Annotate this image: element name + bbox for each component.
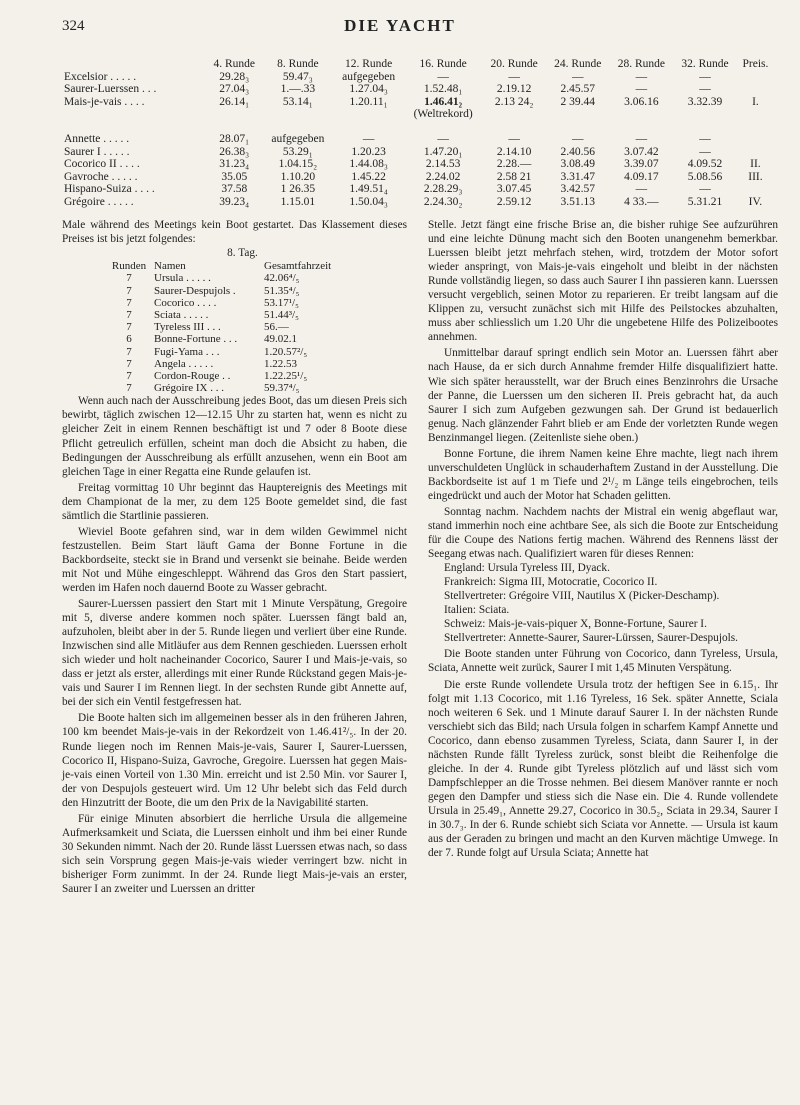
header-blank <box>62 58 206 71</box>
result-row <box>62 183 774 196</box>
result-row <box>62 171 774 184</box>
day-standings-table <box>104 260 364 394</box>
lap-time-cell: — <box>635 183 648 196</box>
lap-time-cell: 1.47.20₁ <box>423 145 463 158</box>
lap-time-cell: 1.50.04₃ <box>349 195 388 208</box>
lap-time-cell: 59.47₃ <box>282 70 313 83</box>
lap-time-cell: — <box>437 70 449 83</box>
day-rows <box>104 272 364 394</box>
lap-time-cell: 29.28₃ <box>219 70 250 83</box>
paragraph: Wieviel Boote gefahren sind, war in dem wilden Gewimmel nicht festzustellen. Beim Start läuft Gama der Bonne Fortune in die Backbordseite, steckt sie in Brand und versenkt sie beinahe. Beide werden mit Not und Mühe eingeschleppt. Während das Gros den Start passiert, werden im Hafen noch dauernd Boote zu Wasser gebracht. <box>62 525 407 594</box>
lap-time-cell: — <box>635 70 648 83</box>
group-gap <box>62 121 774 133</box>
lap-time-cell: 2.24.02 <box>425 170 461 183</box>
day-laps: 7 <box>126 369 132 382</box>
day-row <box>104 382 364 394</box>
day-total-time: 1.22.25¹/₅ <box>264 369 308 382</box>
day-laps: 7 <box>126 284 132 297</box>
col-header: 20. Runde <box>490 58 538 70</box>
day-row <box>104 297 364 309</box>
paragraph: Unmittelbar darauf springt endlich sein Motor an. Luerssen fährt aber nach Hause, da er sich durch Annahme fremder Hilfe disqualifiziert hatte. Wie sich später herausstellt, war der Bruch eines Benzinrohrs die Ursache der Panne, die Luerssen um den sicheren II. Preis gebracht hat, da auch Saurer I sich zum Aufgeben gezwungen sah. Der Grund ist bedauerlich genug. Nach glänzender Fahrt blieb er am Ende der vorletzten Runde wegen Benzinmangel liegen. (Zeitenliste siehe oben.) <box>428 347 778 444</box>
lap-time-cell: 4.09.17 <box>624 170 659 183</box>
qualified-entry: Frankreich: Sigma III, Motocratie, Cocorico II. <box>444 576 658 589</box>
day-boat-name: Saurer-Despujols . <box>154 284 236 297</box>
day-boat-name: Cocorico . . . . <box>154 296 217 309</box>
day-laps: 7 <box>126 308 132 321</box>
lap-time-cell: 2.59.12 <box>496 195 532 208</box>
lap-time-cell: 2.40.56 <box>560 145 595 158</box>
boat-name: Saurer I . . . . . <box>64 145 130 158</box>
paragraph: Wenn auch nach der Ausschreibung jedes Boot, das um diesen Preis sich bewirbt, täglich zwischen 12—12.15 Uhr zu starten hat, wenn es nicht zu gleicher Zeit in einem Rennen beschäftigt ist und 7 oder 8 Boote diese Pflicht getreulich erfüllen, scheint man doch die Absicht zu haben, die Bedingungen der Ausschreibung als erfüllt anzusehen, wenn ein Boot am gleichen Tage in einer Regatta eine Runde gelaufen ist. <box>62 395 407 478</box>
lap-time-cell: 3.39.07 <box>624 158 659 171</box>
lap-time-cell: 3.07.45 <box>496 183 532 196</box>
lap-time-cell: 3.32.39 <box>687 95 723 108</box>
day-row <box>104 309 364 321</box>
day-row <box>104 321 364 333</box>
qualified-entry: Stellvertreter: Annette-Saurer, Saurer-Lürssen, Saurer-Despujols. <box>444 632 738 645</box>
lap-time-cell: — <box>699 145 711 158</box>
journal-title: DIE YACHT <box>344 16 456 35</box>
lap-time-cell: — <box>571 132 584 145</box>
lap-time-cell: II. <box>750 158 761 171</box>
lap-time-cell: — <box>508 70 520 83</box>
day-laps: 7 <box>126 345 132 358</box>
lap-time-cell: — <box>571 70 584 83</box>
lap-time-cell: — <box>699 132 711 145</box>
lap-time-cell: 2.28.29₃ <box>423 183 463 196</box>
lap-time-cell: 3.51.13 <box>560 195 595 208</box>
lap-time-cell: — <box>508 132 520 145</box>
lap-time-cell: I. <box>752 95 759 108</box>
lap-time-cell: 1.45.22 <box>351 170 386 183</box>
lap-time-cell: — <box>362 132 375 145</box>
day-laps: 7 <box>126 296 132 309</box>
lap-time-cell: 3.31.47 <box>560 170 595 183</box>
lap-time-cell: 2.19.12 <box>496 83 532 96</box>
day-total-time: 1.20.57²/₅ <box>264 345 308 358</box>
day-boat-name: Tyreless III . . . <box>154 321 221 334</box>
lap-time-cell: 53.29₁ <box>282 145 313 158</box>
page-header <box>0 18 800 40</box>
record-note-row-group <box>62 108 774 133</box>
paragraph: Freitag vormittag 10 Uhr beginnt das Hauptereignis des Meetings mit dem Championat de la mer, zu dem 125 Boote gemeldet sind, die fast sämtlich die Startlinie passieren. <box>62 481 407 522</box>
paragraph: Saurer-Luerssen passiert den Start mit 1 Minute Verspätung, Gregoire mit 5, diverse andere kommen noch später. Luerssen fängt bald an, aufzuholen, bleibt aber in der 5. Runde liegen und verliert über eine Runde. Inzwischen sind alle Mitläufer aus dem Rennen geschieden. Luerssen erholt sich wieder und holt nacheinander Cocorico, Saurer I und Mais-je-vais, so dass er jetzt als erster, allerdings mit einer Runde Rückstand gegen Mais-je-vais und Saurer I im Rennen liegt. In der sechsten Runde gibt Annette auf, bei der sich ein Ventil festgefressen hat. <box>62 598 407 709</box>
lap-time-cell: 2.14.10 <box>496 145 532 158</box>
lap-time-cell: 27.04₃ <box>219 83 250 96</box>
col-header: 28. Runde <box>617 58 666 70</box>
day-laps: 6 <box>126 333 132 346</box>
lap-time-cell: 3.08.49 <box>560 158 595 171</box>
day-total-time: 42.06⁴/₅ <box>264 272 300 285</box>
lap-time-cell: aufgegeben <box>342 70 396 83</box>
record-note-spacer <box>62 108 404 121</box>
lap-time-cell <box>737 133 774 146</box>
day-row <box>104 346 364 358</box>
paragraph: Sonntag nachm. Nachdem nachts der Mistral ein wenig abgeflaut war, stand immerhin noch eine achtbare See, als sich die Boote zur Entscheidung für die Coupe des Nations fertig machen. Während des Rennens lässt der Seegang etwas nach. Qualifiziert waren für dieses Rennen: <box>428 505 778 561</box>
day-total-time: 59.37⁴/₅ <box>264 382 300 395</box>
col-header: 12. Runde <box>344 58 393 70</box>
boat-name: Mais-je-vais . . . . <box>64 95 145 108</box>
page-number: 324 <box>62 18 85 34</box>
day-boat-name: Grégoire IX . . . <box>154 382 224 395</box>
lap-time-cell: 28.07₁ <box>219 132 250 145</box>
day-col-header: Gesamtfahrzeit <box>264 260 332 273</box>
boat-name: Hispano-Suiza . . . . <box>64 183 155 196</box>
result-row <box>62 146 774 159</box>
boat-name: Excelsior . . . . . <box>64 70 137 83</box>
day-boat-name: Sciata . . . . . <box>154 308 209 321</box>
qualified-entry: Italien: Sciata. <box>444 604 510 617</box>
col-header: 24. Runde <box>554 58 602 70</box>
lap-time-cell: 2 39.44 <box>560 95 595 108</box>
paragraph: Die Boote halten sich im allgemeinen besser als in den früheren Jahren, 100 km beendet Mais-je-vais in der Rekordzeit von 1.46.41²/₅. In der 20. Runde liegen noch im Rennen Mais-je-vais, Saurer I, Saurer-Luerssen, Cocorico II, Hispano-Suiza, Gavroche, Gregoire. Luerssen hat gegen Mais-je-vais einen Vorteil von 1.30 Min. erreicht und ist 2.50 Min. vor Saurer I, der von Despujols gesteuert wird. Um 12 Uhr belebt sich das Feld durch den Hinzutritt der Boote, die um den Prix de la Navigabilité starten. <box>62 712 407 809</box>
lap-time-cell: 1 26.35 <box>280 183 316 196</box>
lap-time-cell: 5.31.21 <box>687 195 723 208</box>
lap-time-cell: 39.23₄ <box>219 195 250 208</box>
lap-time-cell <box>737 71 774 84</box>
lap-time-cell: 2.13 24₂ <box>494 95 534 108</box>
day-row <box>104 370 364 382</box>
day-row <box>104 272 364 284</box>
lap-time-cell: 4 33.— <box>624 195 659 208</box>
result-row <box>62 83 774 96</box>
paragraph: Für einige Minuten absorbiert die herrliche Ursula die allgemeine Aufmerksamkeit und Sciata, die Luerssen einholt und ihm bei einer Runde 30 Sekunden nimmt. Nach der 20. Runde lässt Luerssen etwas nach, so dass sich sein Vorsprung gegen Mais-je-vais wieder verringert bzw. nicht in bisheriger Form zunimmt. In der 24. Runde liegt Mais-je-vais an erster, Saurer I an zweiter und Luerssen an dritter <box>62 812 407 895</box>
lap-time-cell: 35.05 <box>221 170 248 183</box>
lap-time-cell: 2.58 21 <box>496 170 532 183</box>
day-total-time: 49.02.1 <box>264 333 297 346</box>
day-header-row <box>104 260 364 272</box>
lap-time-cell: 3.07.42 <box>624 145 659 158</box>
qualified-entry: Stellvertreter: Grégoire VIII, Nautilus X (Picker-Deschamp). <box>444 590 720 603</box>
paragraph: Bonne Fortune, die ihrem Namen keine Ehre machte, liegt nach ihrem unverschuldeten Unglück in schauderhaftem Zustand in der Ausstellung. Die Backbordseite ist auf 1 m Tiefe und 2¹/₂ m Länge teils eingebrochen, teils eingedrückt und auch der Motor hat Schaden gelitten. <box>428 447 778 502</box>
boat-name: Annette . . . . . <box>64 132 130 145</box>
lap-time-cell: — <box>437 132 449 145</box>
right-column <box>428 218 778 860</box>
lap-time-cell: 37.58 <box>221 183 248 196</box>
lap-time-cell: — <box>699 83 711 96</box>
boat-name: Gavroche . . . . . <box>64 170 138 183</box>
result-row <box>62 71 774 84</box>
results-group-2 <box>62 133 774 209</box>
col-header: 4. Runde <box>213 58 256 70</box>
left-column <box>62 218 407 896</box>
lap-time-cell: 1.20.11₁ <box>349 95 388 108</box>
qualified-entry: England: Ursula Tyreless III, Dyack. <box>444 562 610 575</box>
result-row <box>62 196 774 209</box>
lap-time-cell: 1.20.23 <box>351 145 386 158</box>
col-header: 16. Runde <box>419 58 467 70</box>
results-group-1 <box>62 71 774 109</box>
record-note-spacer <box>482 108 774 121</box>
col-header: 8. Runde <box>277 58 319 70</box>
lap-time-cell: 26.14₁ <box>219 95 250 108</box>
record-note: (Weltrekord) <box>413 108 473 121</box>
day-laps: 7 <box>126 357 132 370</box>
day-col-header: Runden <box>111 260 147 273</box>
col-header: Preis. <box>742 58 769 70</box>
lap-time-cell <box>737 183 774 196</box>
results-table <box>62 58 774 209</box>
lap-time-cell <box>737 146 774 159</box>
day-row <box>104 285 364 297</box>
lap-time-cell: 2.28.— <box>496 158 532 171</box>
day-row <box>104 358 364 370</box>
day-laps: 7 <box>126 272 132 285</box>
boat-name: Grégoire . . . . . <box>64 195 134 208</box>
lap-time-cell: 26.38₃ <box>219 145 250 158</box>
lap-time-cell: 2.14.53 <box>425 158 461 171</box>
day-boat-name: Angela . . . . . <box>154 357 214 370</box>
lap-time-cell: 1.49.51₄ <box>349 183 388 196</box>
lap-time-cell: 1.04.15₂ <box>278 158 318 171</box>
lap-time-cell: 1.15.01 <box>280 195 316 208</box>
day-title: 8. Tag. <box>227 247 258 260</box>
record-note-row <box>62 108 774 121</box>
result-row <box>62 158 774 171</box>
day-total-time: 1.22.53 <box>264 357 297 370</box>
results-header-row <box>62 58 774 71</box>
day-boat-name: Fugi-Yama . . . <box>154 345 220 358</box>
paragraph: Stelle. Jetzt fängt eine frische Brise an, die bisher ruhige See aufzurühren und eine leichte Dünung macht sich den Booten unangenehm bemerkbar. Luerssen bleibt jetzt mehrfach stehen, wird, trotzdem der Motor sofort wieder anspringt, von Mais-je-vais eingeholt und bleibt in der nächsten Runde vollständig liegen, so dass auch Saurer I ihn passieren kann. Luerssen versucht vergeblich, seinen Motor zu reparieren. Er treibt langsam auf die Klippen zu, versucht zunächst sich mit Hilfe des Peilstockes abzuhalten, muss aber schliesslich um 1.20 Uhr die ungebetene Hilfe des Polizeibootes annehmen. <box>428 219 778 344</box>
day-total-time: 51.35⁴/₅ <box>264 284 300 297</box>
boat-name: Saurer-Luerssen . . . <box>64 83 157 96</box>
paragraph: Male während des Meetings kein Boot gestartet. Das Klassement dieses Preises ist bis jetzt folgendes: <box>62 219 407 246</box>
day-total-time: 51.44³/₅ <box>264 308 299 321</box>
lap-time-cell: 4.09.52 <box>687 158 723 171</box>
day-row <box>104 333 364 345</box>
boat-name: Cocorico II . . . . <box>64 158 140 171</box>
lap-time-cell: — <box>635 132 648 145</box>
lap-time-cell: 3.06.16 <box>624 95 659 108</box>
lap-time-cell: 1.27.04₃ <box>349 83 388 96</box>
lap-time-cell: 5.08.56 <box>687 170 723 183</box>
lap-time-cell: III. <box>748 170 763 183</box>
lap-time-cell: 1.10.20 <box>280 170 316 183</box>
lap-time-cell: 53.14₁ <box>282 95 313 108</box>
day-laps: 7 <box>126 321 132 334</box>
day-boat-name: Bonne-Fortune . . . <box>154 333 238 346</box>
day-laps: 7 <box>126 382 132 395</box>
day-col-header: Namen <box>154 260 186 273</box>
day-total-time: 56.— <box>264 321 289 334</box>
gap-cell <box>62 121 774 133</box>
lap-time-cell: IV. <box>748 195 763 208</box>
day-boat-name: Ursula . . . . . <box>154 272 211 285</box>
result-row <box>62 96 774 109</box>
lap-time-cell: — <box>699 183 711 196</box>
day-total-time: 53.17¹/₅ <box>264 296 299 309</box>
qualified-entry: Schweiz: Mais-je-vais-piquer X, Bonne-Fortune, Saurer I. <box>444 618 707 631</box>
lap-time-cell: 31.23₄ <box>219 158 250 171</box>
lap-time-cell: 1.—.33 <box>280 83 316 96</box>
col-header: 32. Runde <box>681 58 729 70</box>
result-row <box>62 133 774 146</box>
lap-time-cell: 2.45.57 <box>560 83 595 96</box>
lap-time-cell: 3.42.57 <box>560 183 595 196</box>
paragraph: Die Boote standen unter Führung von Cocorico, dann Tyreless, Ursula, Sciata, Annette weit zurück, Saurer I mit 1,45 Minuten Verspätung. <box>428 648 778 675</box>
lap-time-cell: — <box>635 83 648 96</box>
lap-time-cell: 1.52.48₁ <box>423 83 463 96</box>
lap-time-cell: aufgegeben <box>271 132 325 145</box>
day-boat-name: Cordon-Rouge . . <box>154 369 231 382</box>
lap-time-cell: 1.46.41₂ <box>424 95 463 108</box>
lap-time-cell: 2.24.30₂ <box>423 195 463 208</box>
paragraph: Die erste Runde vollendete Ursula trotz der heftigen See in 6.15₁. Ihr folgt mit 1.13 Cocorico, mit 1.16 Tyreless, 16 Sek. später Annette, Sciala noch weiteren 6 Sek. und 1 Minute darauf Saurer I. In der nächsten Runde verschiebt sich das Bild; nach Ursula folgen in scharfem Kampf Annette und Cocorico, dann ebenso zusammen Tyreless, Sciata, dann Saurer I, in der nächsten Runde fällt Tyreless zurück, sonst bleibt die Reihenfolge die gleiche. In der 4. Runde gibt Tyreless plötzlich auf und lässt sich vom Dampfschlepper an die Trosse nehmen. Bei diesem Manöver rannte er noch gegen den Dampfer und stiess sich die Nase ein. Die 4. Runde vollendete Ursula in 25.49₁, Annette 29.27, Cocorico in 30.5₂, Sciata in 29.34, Saurer I in 30.7₃. In der 6. Runde schiebt sich Sciata vor Annette. — Ursula ist kaum aus der Geraden zu bringen und macht an den Kurven mächtige Umwege. In der 7. Runde folgt auf Ursula Sciata; Annette hat <box>428 678 778 860</box>
lap-time-cell: 1.44.08₃ <box>349 158 388 171</box>
lap-time-cell <box>737 83 774 96</box>
lap-time-cell: — <box>699 70 711 83</box>
